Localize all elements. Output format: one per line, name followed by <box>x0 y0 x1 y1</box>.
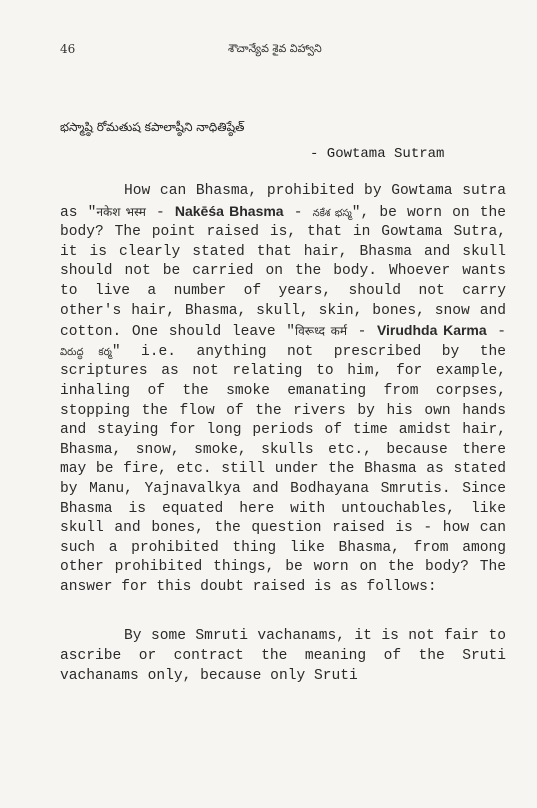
epigraph-source: - Gowtama Sutram <box>310 146 445 162</box>
quote-1-separator-1: - <box>145 204 175 221</box>
quote-1-telugu: నకేశ భస్మ <box>312 207 352 219</box>
quote-2-devanagari: विरूध्द कर्म <box>295 324 348 339</box>
body-text <box>60 182 506 686</box>
quote-2-telugu: విరుద్ధ కర్మ <box>60 346 112 358</box>
paragraph-1-part-3: " i.e. anything not prescribed by the scriptures as not relating to him, for example, inhaling of the smoke emanating from corpses, stopping the flow of the rivers by his own hands and staying for long periods of time amidst hair, Bhasma, snow, smoke, skulls etc., because there may be fire, etc. still under the Bhasma as stated by Manu, Yajnavalkya and Bodhayana Smrutis. Since Bhasma is equated here with untouchables, like skull and bones, the question raised is - how can such a prohibited thing like Bhasma, from among other prohibited things, be worn on the body? The answer for this doubt raised is as follows: <box>60 343 506 595</box>
quote-2-transliteration: Virudhda Karma <box>376 322 487 339</box>
quote-1-transliteration: Nakēśa Bhasma <box>174 202 284 219</box>
quote-1-separator-2: - <box>283 204 313 221</box>
running-head: శౌచాన్యేవ శైవ విహ్వాని <box>228 42 322 55</box>
quote-2-separator-2: - <box>486 324 507 341</box>
page-header <box>0 42 537 62</box>
paragraph-1-part-1: How can Bhasma, prohibited by Gowtama sutra as " <box>60 183 506 221</box>
quote-2-separator-1: - <box>347 324 377 341</box>
paragraph-2: By some Smruti vachanams, it is not fair to ascribe or contract the meaning of the Sruti vachanams only, because only Sruti <box>60 628 506 684</box>
paragraph-1-part-2: ", be worn on the body? The point raised is, that in Gowtama Sutra, it is clearly stated that hair, Bhasma and skull should not be carried on the body. Whoever wants to live a number of years, should not carry other's hair, Bhasma, skull, skin, bones, snow and cotton. One should leave " <box>60 204 506 341</box>
quote-1-devanagari: नकेश भस्म <box>96 204 146 219</box>
page-number: 46 <box>60 42 76 56</box>
paragraph-1 <box>60 182 506 597</box>
epigraph-verse: భస్మాష్ఠి రోమతుష కపాలాష్ఠీని నాధితిష్ఠేత్ <box>60 120 245 134</box>
